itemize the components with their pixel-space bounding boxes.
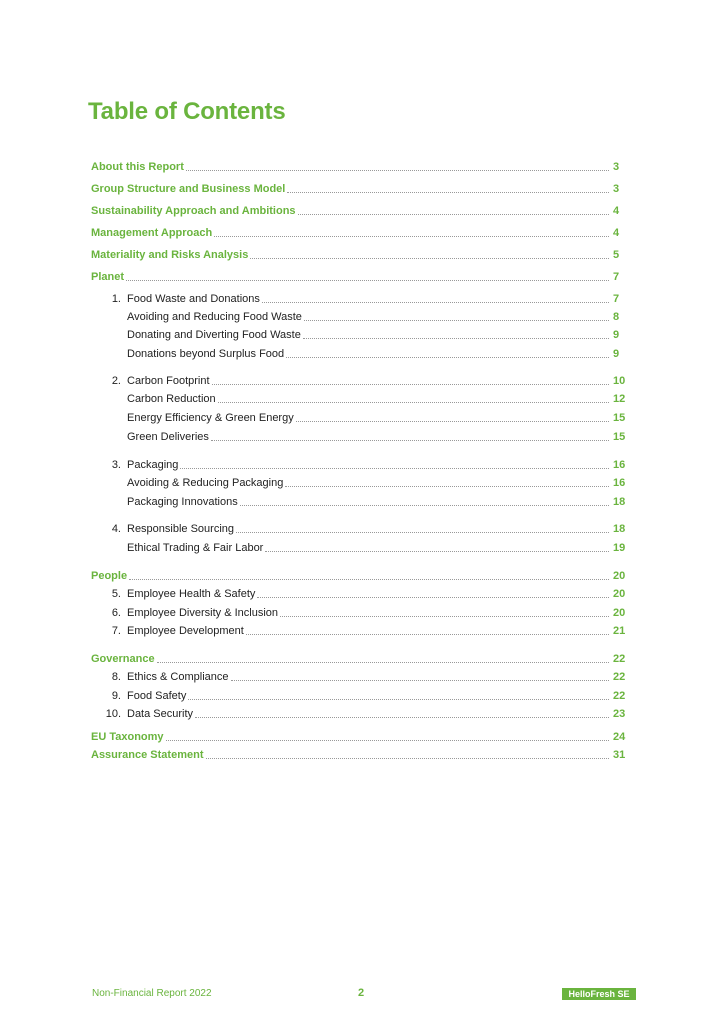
dotted-leader	[126, 279, 609, 281]
toc-entry-label: Green Deliveries	[127, 431, 209, 443]
toc-entry-label: People	[91, 570, 128, 582]
toc-entry-label: Ethics & Compliance	[127, 671, 229, 683]
toc-entry-label: Carbon Footprint	[127, 375, 210, 387]
dotted-leader	[257, 596, 609, 598]
toc-entry[interactable]	[91, 202, 627, 218]
page-title: Table of Contents	[88, 98, 286, 125]
toc-entry-label: Group Structure and Business Model	[91, 183, 286, 195]
toc-entry[interactable]	[91, 456, 627, 472]
toc-entry-number: 8.	[111, 671, 121, 683]
toc-entry-label: Food Safety	[127, 690, 187, 702]
dotted-leader	[236, 531, 609, 533]
toc-entry-page: 20	[613, 570, 626, 582]
toc-entry[interactable]	[91, 268, 627, 284]
toc-entry-label: Ethical Trading & Fair Labor	[127, 542, 264, 554]
dotted-leader	[303, 337, 609, 339]
toc-entry-page: 16	[613, 477, 626, 489]
toc-entry[interactable]	[91, 308, 627, 324]
toc-entry-page: 24	[613, 731, 626, 743]
toc-entry-page: 9	[613, 329, 620, 341]
toc-entry-page: 18	[613, 496, 626, 508]
toc-entry[interactable]	[91, 246, 627, 262]
toc-entry-label: Avoiding & Reducing Packaging	[127, 477, 284, 489]
dotted-leader	[188, 698, 609, 700]
toc-entry-page: 5	[613, 249, 620, 261]
dotted-leader	[195, 716, 609, 718]
toc-entry[interactable]	[91, 180, 627, 196]
dotted-leader	[296, 420, 609, 422]
dotted-leader	[218, 401, 609, 403]
toc-entry-number: 2.	[111, 375, 121, 387]
toc-entry-label: Assurance Statement	[91, 749, 204, 761]
dotted-leader	[298, 213, 609, 215]
toc-entry-page: 4	[613, 227, 620, 239]
toc-entry-label: Responsible Sourcing	[127, 523, 235, 535]
toc-entry[interactable]	[91, 409, 627, 425]
toc-entry-page: 22	[613, 653, 626, 665]
toc-entry[interactable]	[91, 224, 627, 240]
toc-entry-page: 23	[613, 708, 626, 720]
toc-entry-number: 3.	[111, 459, 121, 471]
toc-entry[interactable]	[91, 158, 627, 174]
toc-entry-label: Sustainability Approach and Ambitions	[91, 205, 296, 217]
toc-entry-page: 9	[613, 348, 620, 360]
toc-entry-page: 12	[613, 393, 626, 405]
toc-entry-label: Carbon Reduction	[127, 393, 216, 405]
toc-entry[interactable]	[91, 290, 627, 306]
toc-entry-page: 18	[613, 523, 626, 535]
toc-entry[interactable]	[91, 493, 627, 509]
toc-entry-page: 8	[613, 311, 620, 323]
dotted-leader	[304, 319, 609, 321]
dotted-leader	[250, 257, 609, 259]
toc-entry[interactable]	[91, 705, 627, 721]
toc-entry-label: Donations beyond Surplus Food	[127, 348, 285, 360]
footer-report-name: Non-Financial Report 2022	[92, 988, 212, 999]
toc-entry[interactable]	[91, 372, 627, 388]
toc-entry-label: Data Security	[127, 708, 194, 720]
toc-entry-label: Food Waste and Donations	[127, 293, 260, 305]
toc-entry-number: 9.	[111, 690, 121, 702]
toc-entry[interactable]	[91, 326, 627, 342]
toc-entry-label: EU Taxonomy	[91, 731, 164, 743]
toc-entry-number: 7.	[111, 625, 121, 637]
dotted-leader	[246, 633, 609, 635]
toc-entry[interactable]	[91, 604, 627, 620]
toc-entry[interactable]	[91, 474, 627, 490]
dotted-leader	[214, 235, 609, 237]
toc-entry-label: Employee Health & Safety	[127, 588, 256, 600]
toc-entry-page: 3	[613, 161, 620, 173]
toc-entry-label: Employee Diversity & Inclusion	[127, 607, 279, 619]
toc-entry-page: 19	[613, 542, 626, 554]
toc-entry[interactable]	[91, 345, 627, 361]
toc-entry-number: 4.	[111, 523, 121, 535]
dotted-leader	[180, 467, 609, 469]
footer-brand-badge: HelloFresh SE	[562, 988, 636, 1000]
toc-entry-page: 20	[613, 588, 626, 600]
toc-entry-page: 22	[613, 690, 626, 702]
toc-entry[interactable]	[91, 428, 627, 444]
dotted-leader	[206, 757, 610, 759]
toc-entry-number: 1.	[111, 293, 121, 305]
toc-entry-number: 5.	[111, 588, 121, 600]
dotted-leader	[285, 485, 609, 487]
toc-entry-page: 4	[613, 205, 620, 217]
toc-entry-page: 16	[613, 459, 626, 471]
toc-entry[interactable]	[91, 390, 627, 406]
toc-entry[interactable]	[91, 746, 627, 762]
dotted-leader	[211, 439, 609, 441]
toc-entry-label: Materiality and Risks Analysis	[91, 249, 249, 261]
toc-entry-page: 7	[613, 271, 620, 283]
toc-entry[interactable]	[91, 622, 627, 638]
toc-entry-label: About this Report	[91, 161, 184, 173]
toc-entry[interactable]	[91, 539, 627, 555]
dotted-leader	[157, 661, 609, 663]
toc-entry-label: Avoiding and Reducing Food Waste	[127, 311, 302, 323]
toc-entry-page: 10	[613, 375, 626, 387]
dotted-leader	[287, 191, 609, 193]
toc-entry[interactable]	[91, 687, 627, 703]
toc-entry-label: Energy Efficiency & Green Energy	[127, 412, 294, 424]
toc-entry-label: Packaging Innovations	[127, 496, 238, 508]
dotted-leader	[212, 383, 609, 385]
toc-entry-label: Employee Development	[127, 625, 244, 637]
toc-entry-number: 6.	[111, 607, 121, 619]
toc-entry-label: Planet	[91, 271, 125, 283]
toc-entry-label: Donating and Diverting Food Waste	[127, 329, 301, 341]
dotted-leader	[166, 739, 609, 741]
dotted-leader	[286, 356, 609, 358]
toc-entry-page: 7	[613, 293, 620, 305]
dotted-leader	[262, 301, 609, 303]
toc-entry-label: Governance	[91, 653, 155, 665]
toc-entry-page: 3	[613, 183, 620, 195]
toc-entry-page: 15	[613, 431, 626, 443]
toc-entry-page: 20	[613, 607, 626, 619]
toc-entry-page: 31	[613, 749, 626, 761]
dotted-leader	[186, 169, 609, 171]
toc-entry[interactable]	[91, 585, 627, 601]
footer-page-number: 2	[358, 987, 365, 999]
toc-entry[interactable]	[91, 650, 627, 666]
toc-entry[interactable]	[91, 668, 627, 684]
toc-entry-page: 22	[613, 671, 626, 683]
toc-entry-page: 15	[613, 412, 626, 424]
dotted-leader	[129, 578, 609, 580]
toc-entry[interactable]	[91, 728, 627, 744]
toc-entry-label: Management Approach	[91, 227, 213, 239]
dotted-leader	[280, 615, 609, 617]
toc-entry-number: 10.	[105, 708, 121, 720]
dotted-leader	[231, 679, 610, 681]
toc-entry-label: Packaging	[127, 459, 179, 471]
toc-entry[interactable]	[91, 567, 627, 583]
toc-entry-page: 21	[613, 625, 626, 637]
toc-entry[interactable]	[91, 520, 627, 536]
dotted-leader	[240, 504, 609, 506]
dotted-leader	[265, 550, 609, 552]
